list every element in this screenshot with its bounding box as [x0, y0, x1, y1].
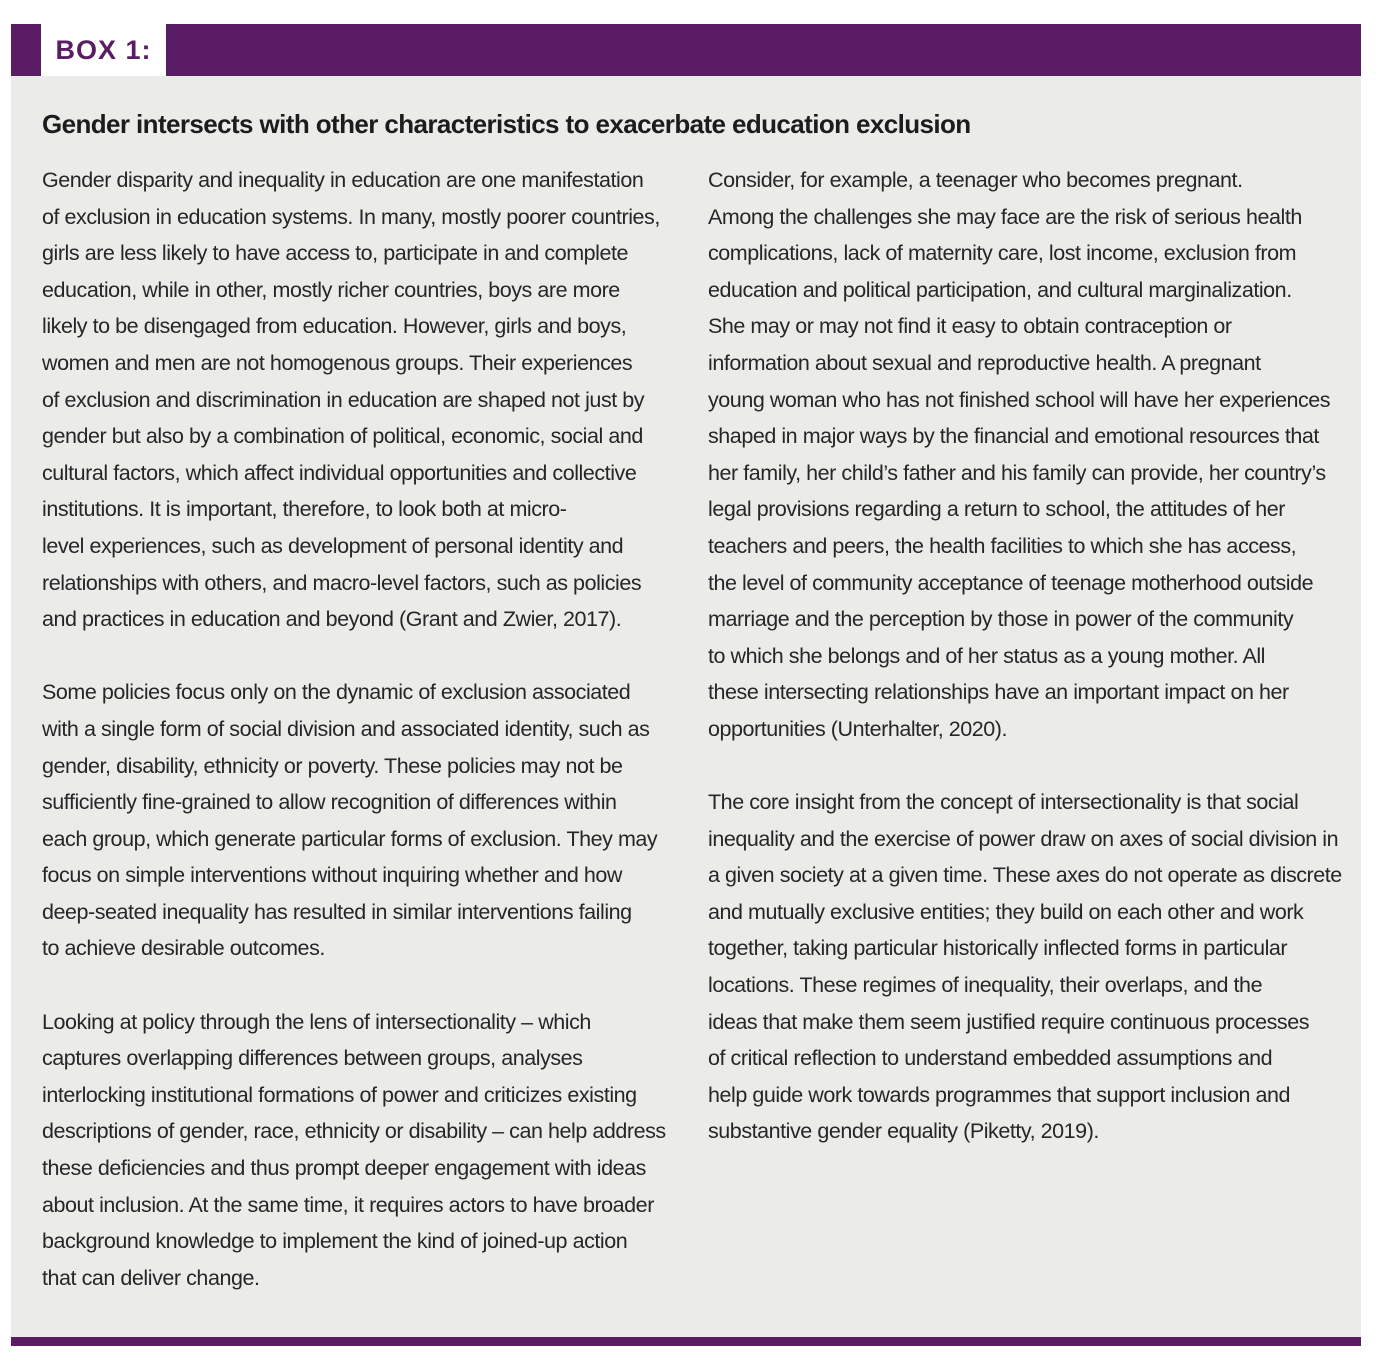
right-column — [708, 162, 1358, 1150]
text-line: the level of community acceptance of teenage motherhood outside — [708, 570, 1314, 595]
text-line: women and men are not homogenous groups. Their experiences — [42, 350, 633, 375]
text-line: locations. These regimes of inequality, their overlaps, and the — [708, 973, 1263, 998]
text-line: legal provisions regarding a return to school, the attitudes of her — [708, 497, 1285, 522]
text-line: interlocking institutional formations of power and criticizes existing — [42, 1082, 637, 1107]
text-line: Gender disparity and inequality in education are one manifestation — [42, 168, 644, 192]
text-line: substantive gender equality (Piketty, 2019). — [708, 1119, 1099, 1144]
text-line: The core insight from the concept of intersectionality is that social — [708, 790, 1299, 815]
text-line: ideas that make them seem justified require continuous processes — [708, 1009, 1309, 1034]
text-line: focus on simple interventions without inquiring whether and how — [42, 863, 622, 888]
text-line: Some policies focus only on the dynamic of exclusion associated — [42, 680, 631, 705]
text-line: shaped in major ways by the financial and emotional resources that — [708, 424, 1319, 449]
box-title: Gender intersects with other characteristics to exacerbate education exclusion — [42, 109, 971, 139]
text-line: each group, which generate particular forms of exclusion. They may — [42, 826, 658, 851]
box-header-bar — [11, 24, 1361, 76]
text-line: sufficiently fine-grained to allow recognition of differences within — [42, 790, 617, 815]
text-line: to which she belongs and of her status as a young mother. All — [708, 643, 1265, 668]
paragraph — [42, 162, 687, 638]
text-line: about inclusion. At the same time, it requires actors to have broader — [42, 1192, 654, 1217]
text-line: a given society at a given time. These axes do not operate as discrete — [708, 863, 1342, 888]
text-line: and practices in education and beyond (Grant and Zwier, 2017). — [42, 607, 622, 632]
text-line: relationships with others, and macro-level factors, such as policies — [42, 570, 642, 595]
text-line: education and political participation, and cultural marginalization. — [708, 277, 1292, 302]
paragraph — [42, 1004, 687, 1297]
text-line: her family, her child’s father and his family can provide, her country’s — [708, 460, 1326, 485]
text-line: to achieve desirable outcomes. — [42, 936, 325, 961]
text-line: Looking at policy through the lens of intersectionality – which — [42, 1009, 591, 1034]
text-line: deep-seated inequality has resulted in similar interventions failing — [42, 899, 632, 924]
text-line: these deficiencies and thus prompt deeper engagement with ideas — [42, 1156, 646, 1181]
text-line: and mutually exclusive entities; they build on each other and work — [708, 899, 1304, 924]
text-line: gender, disability, ethnicity or poverty. These policies may not be — [42, 753, 623, 778]
text-line: young woman who has not finished school will have her experiences — [708, 387, 1331, 412]
text-line: complications, lack of maternity care, lost income, exclusion from — [708, 241, 1297, 266]
text-line: these intersecting relationships have an important impact on her — [708, 680, 1289, 705]
paragraph — [708, 162, 1358, 748]
text-box — [11, 24, 1361, 1346]
left-column — [42, 162, 687, 1296]
text-line: education, while in other, mostly richer countries, boys are more — [42, 277, 620, 302]
text-line: teachers and peers, the health facilities to which she has access, — [708, 533, 1297, 558]
text-line: Among the challenges she may face are the risk of serious health — [708, 204, 1302, 229]
paragraph — [42, 674, 687, 967]
text-line: She may or may not find it easy to obtain contraception or — [708, 314, 1232, 339]
paragraph — [708, 784, 1358, 1150]
box-bottom-bar — [11, 1337, 1361, 1346]
text-line: girls are less likely to have access to, participate in and complete — [42, 241, 629, 266]
text-line: Consider, for example, a teenager who becomes pregnant. — [708, 168, 1243, 192]
text-line: inequality and the exercise of power draw on axes of social division in — [708, 826, 1339, 851]
text-line: together, taking particular historically inflected forms in particular — [708, 936, 1288, 961]
text-line: cultural factors, which affect individual opportunities and collective — [42, 460, 637, 485]
text-line: that can deliver change. — [42, 1265, 260, 1290]
text-line: of critical reflection to understand embedded assumptions and — [708, 1046, 1273, 1071]
text-line: institutions. It is important, therefore, to look both at micro- — [42, 497, 567, 522]
text-line: of exclusion and discrimination in education are shaped not just by — [42, 387, 645, 412]
text-line: captures overlapping differences between groups, analyses — [42, 1046, 583, 1071]
box-label: BOX 1: — [41, 24, 166, 76]
text-line: gender but also by a combination of political, economic, social and — [42, 424, 643, 449]
text-line: opportunities (Unterhalter, 2020). — [708, 716, 1008, 741]
text-line: help guide work towards programmes that support inclusion and — [708, 1082, 1291, 1107]
text-line: background knowledge to implement the kind of joined-up action — [42, 1229, 628, 1254]
text-line: marriage and the perception by those in power of the community — [708, 607, 1294, 632]
text-line: with a single form of social division and associated identity, such as — [42, 716, 650, 741]
text-line: descriptions of gender, race, ethnicity or disability – can help address — [42, 1119, 666, 1144]
text-line: of exclusion in education systems. In many, mostly poorer countries, — [42, 204, 660, 229]
text-line: information about sexual and reproductive health. A pregnant — [708, 350, 1261, 375]
text-line: level experiences, such as development of personal identity and — [42, 533, 624, 558]
text-line: likely to be disengaged from education. However, girls and boys, — [42, 314, 627, 339]
